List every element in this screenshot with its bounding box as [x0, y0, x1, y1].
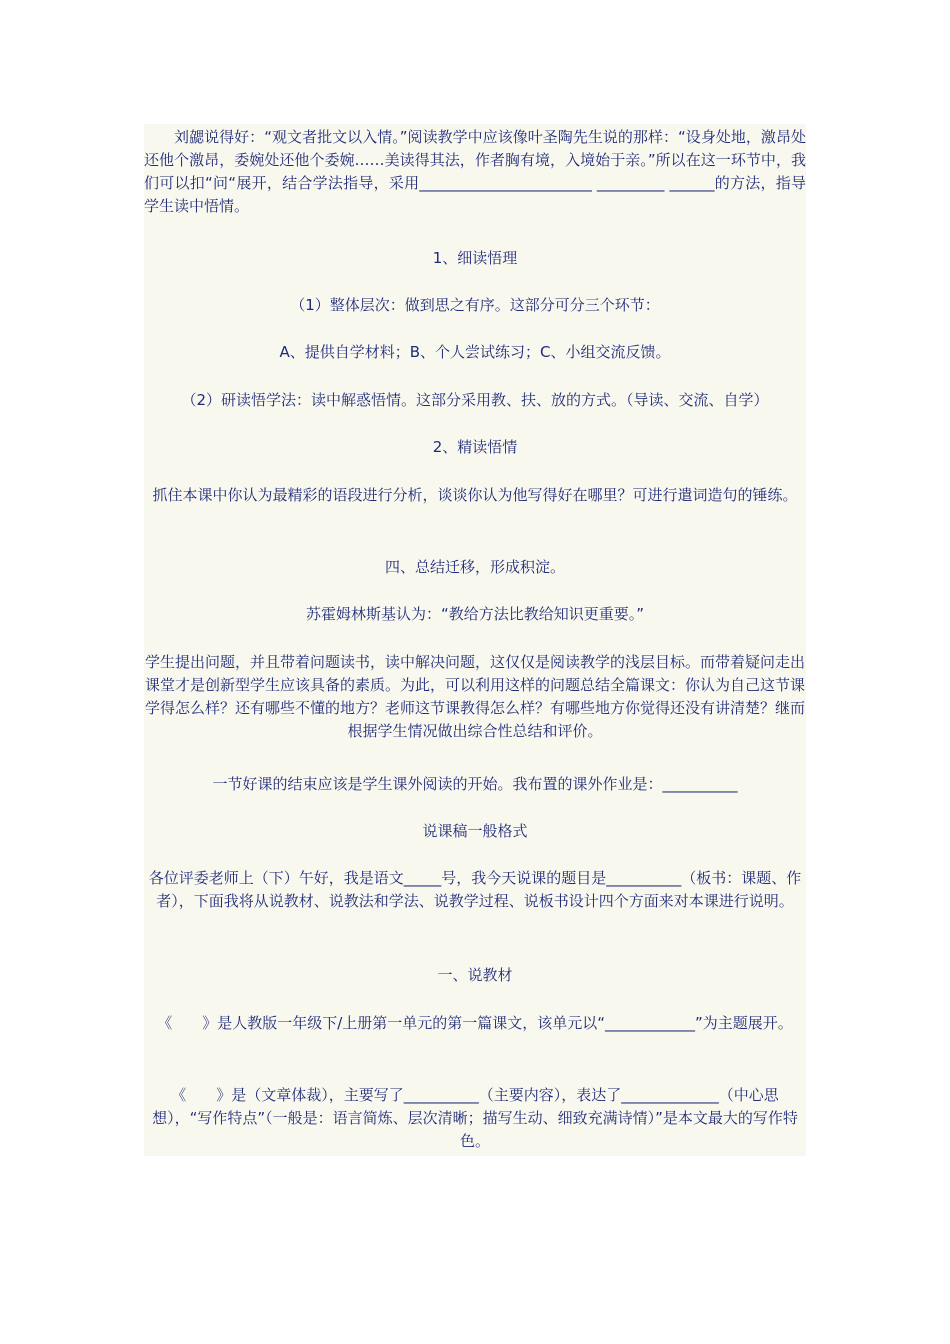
heading-summary-transfer: 四、总结迁移，形成积淀。 — [384, 558, 565, 576]
paragraph-key-passage: 抓住本课中你认为最精彩的语段进行分析，谈谈你认为他写得好在哪里？可进行遣词造句的锤练。 — [152, 486, 798, 504]
paragraph-homework: 一节好课的结束应该是学生课外阅读的开始。我布置的课外作业是：__________ — [212, 775, 738, 793]
heading-teaching-material: 一、说教材 — [437, 966, 513, 984]
paragraph-three-steps: A、提供自学材料；B、个人尝试练习；C、小组交流反馈。 — [279, 343, 671, 361]
paragraph-reading-emotion: 刘勰说得好：“观文者批文以入情。”阅读教学中应该像叶圣陶先生说的那样：“设身处地，激昂处还他个激昂，委婉处还他个委婉……美读得其法，作者胸有境，入境始于亲。”所以在这一环节中，我们可以扣“问“展开，结合学法指导，采用_______________________ _________ ______的方法，指导学生读中悟情。 — [144, 128, 806, 215]
paragraph-greeting: 各位评委老师上（下）午好，我是语文_____号，我今天说课的题目是__________（板书：课题、作者），下面我将从说教材、说教法和学法、说教学过程、说板书设计四个方面来对本课进行说明。 — [148, 869, 802, 910]
document-panel — [144, 124, 806, 1156]
paragraph-unit-theme: 《 》是人教版一年级下/上册第一单元的第一篇课文，该单元以“____________”为主题展开。 — [157, 1014, 793, 1032]
heading-lesson-format: 说课稿一般格式 — [422, 822, 528, 840]
heading-intensive-reading: 2、精读悟情 — [432, 438, 518, 456]
paragraph-overall-structure: （1）整体层次：做到思之有序。这部分可分三个环节： — [290, 296, 660, 314]
heading-close-reading: 1、细读悟理 — [432, 249, 518, 267]
paragraph-study-method: （2）研读悟学法：读中解惑悟情。这部分采用教、扶、放的方式。（导读、交流、自学） — [181, 391, 769, 409]
paragraph-student-questions: 学生提出问题，并且带着问题读书，读中解决问题，这仅仅是阅读教学的浅层目标。而带着疑问走出课堂才是创新型学生应该具备的素质。为此，可以利用这样的问题总结全篇课文：你认为自己这节课学得怎么样？还有哪些不懂的地方？老师这节课教得怎么样？有哪些地方你觉得还没有讲清楚？继而根据学生情况做出综合性总结和评价。 — [144, 653, 805, 740]
paragraph-sukhomlinsky-quote: 苏霍姆林斯基认为：“教给方法比教给知识更重要。” — [305, 605, 645, 623]
paragraph-text-genre: 《 》是（文章体裁），主要写了__________（主要内容），表达了_____________（中心思想），“写作特点”（一般是：语言简炼、层次清晰；描写生动、细致充满诗情）”是本文最大的写作特色。 — [152, 1086, 798, 1150]
